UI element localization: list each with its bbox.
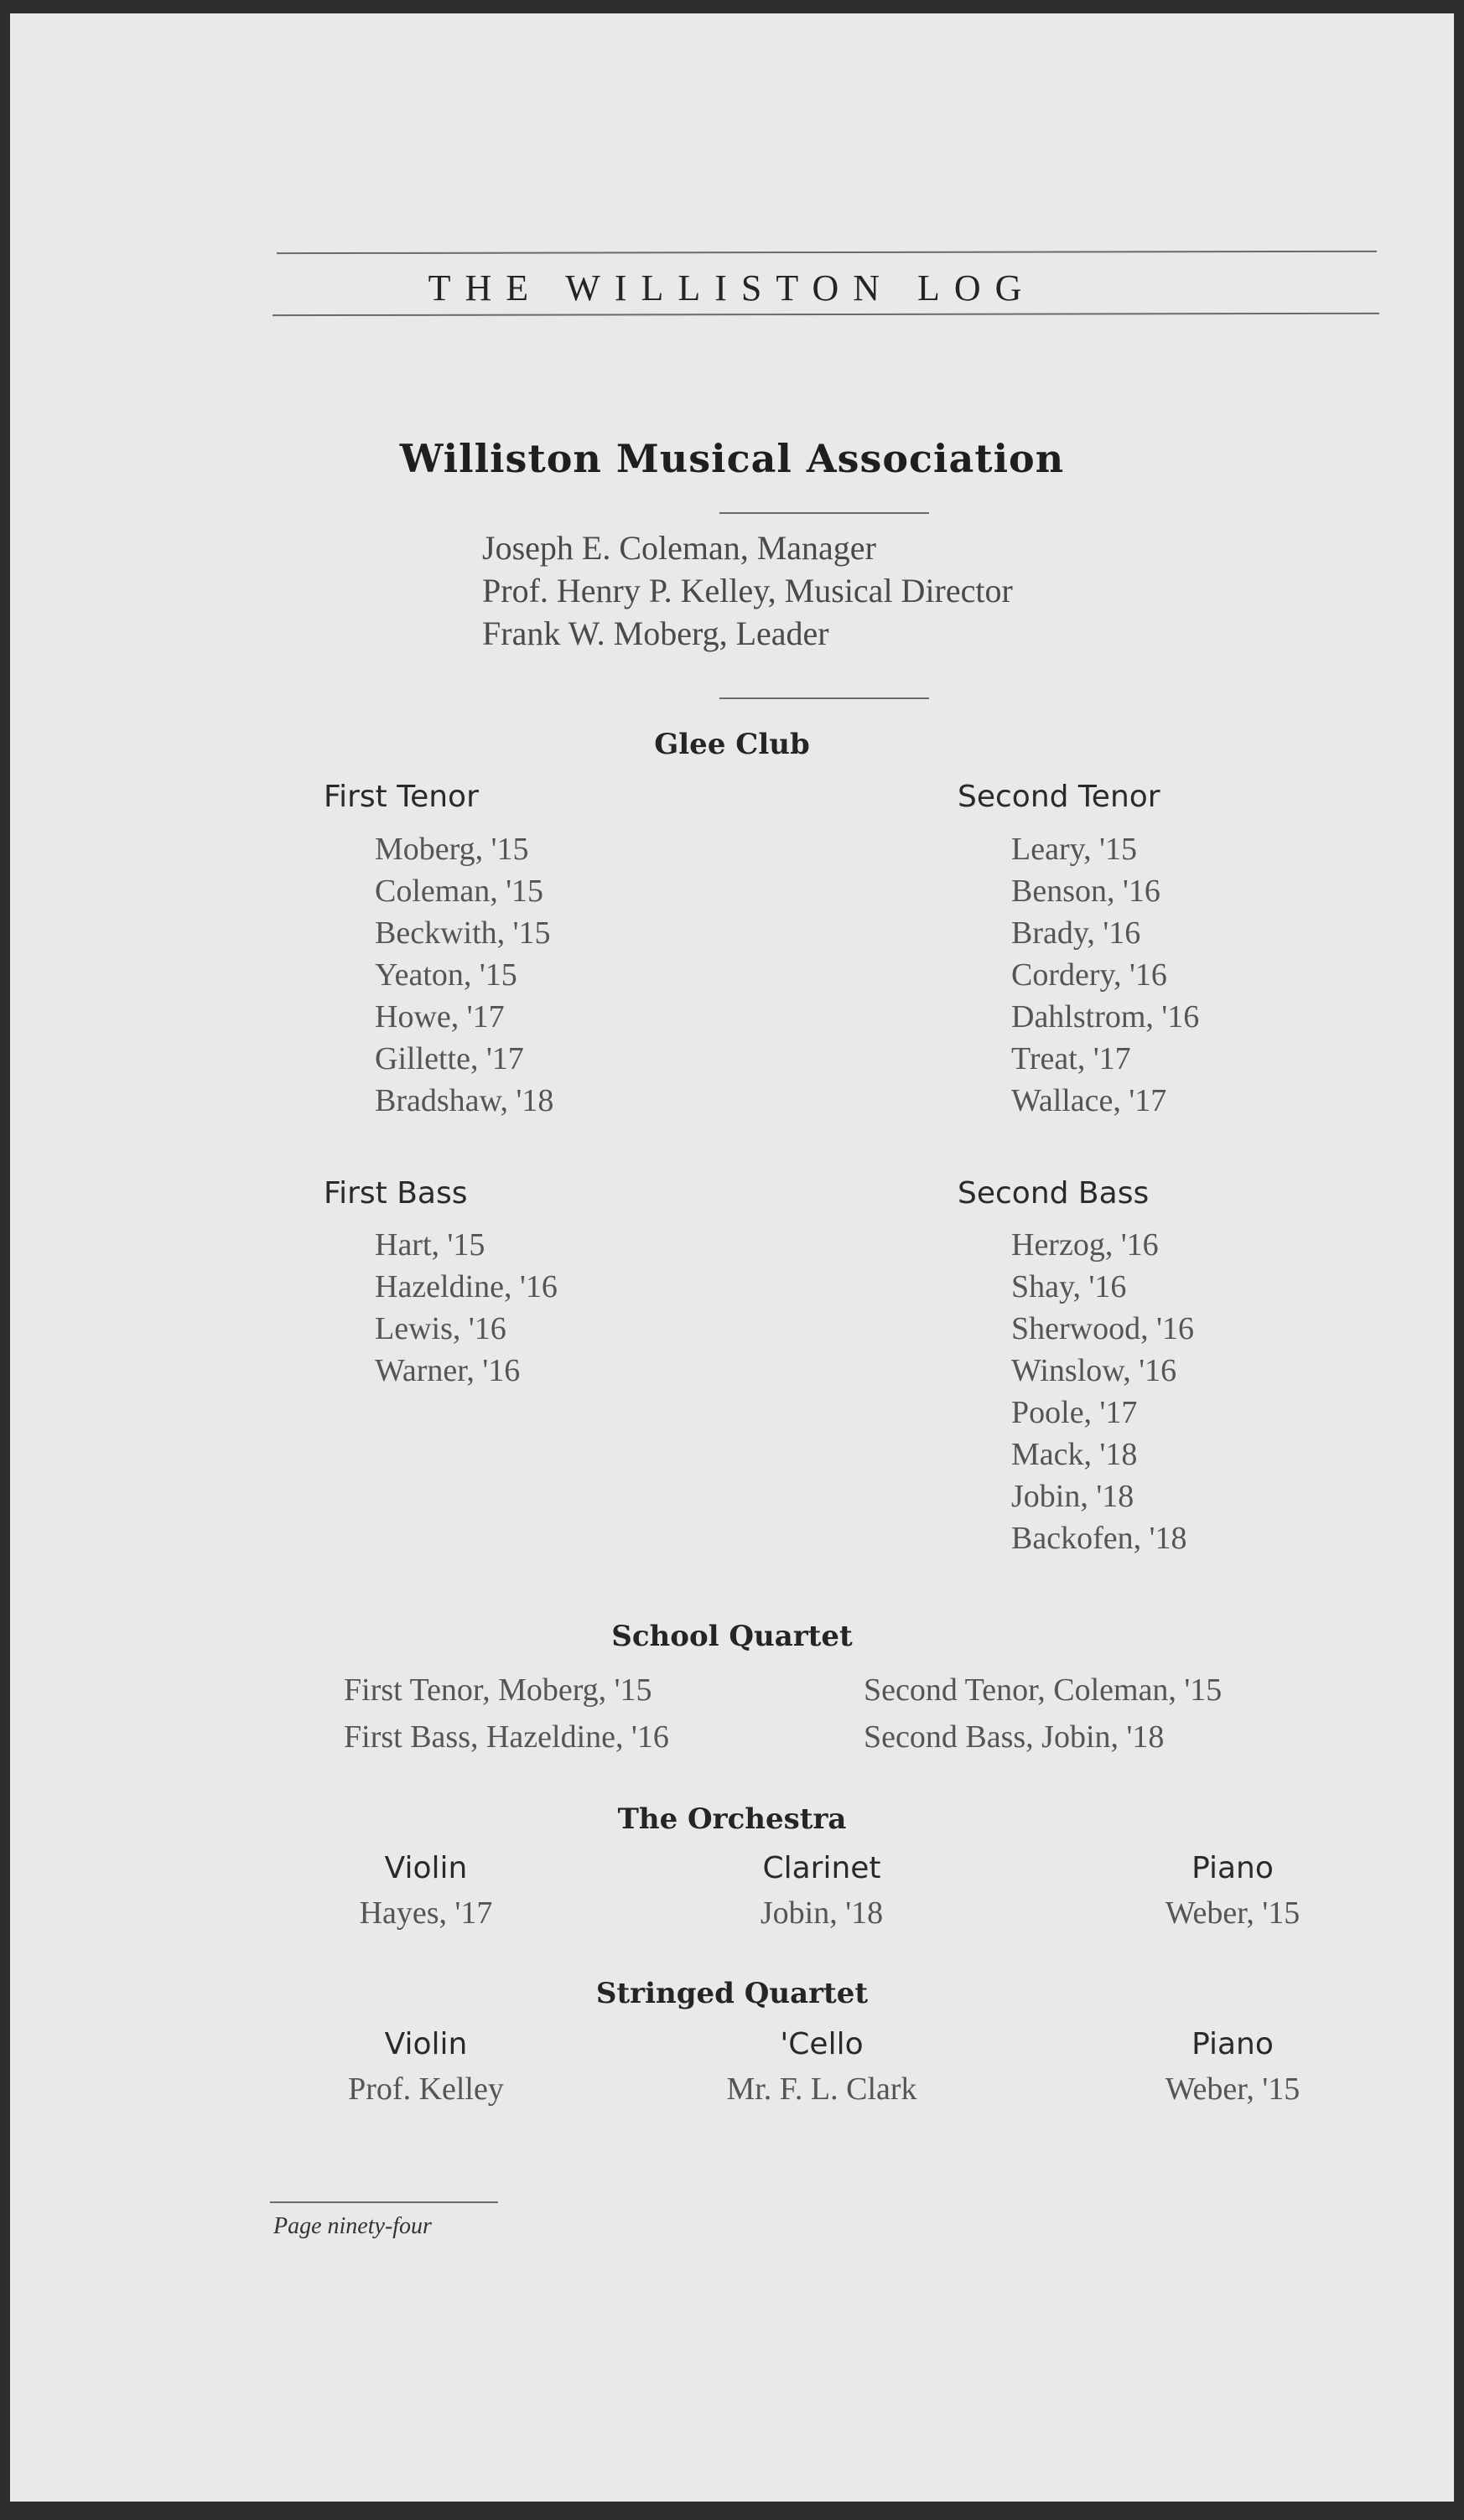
first-tenor-label: First Tenor xyxy=(324,780,479,814)
footer-rule xyxy=(270,2201,498,2203)
orchestra-clarinet-name: Jobin, '18 xyxy=(760,1895,884,1931)
second-tenor-list xyxy=(1011,828,1199,1122)
officer-director: Prof. Henry P. Kelley, Musical Director xyxy=(482,572,1013,609)
list-item: Sherwood, '16 xyxy=(1011,1311,1194,1346)
second-tenor-label: Second Tenor xyxy=(958,780,1160,814)
list-item: Poole, '17 xyxy=(1011,1395,1138,1430)
stringed-piano-name: Weber, '15 xyxy=(1165,2071,1300,2107)
list-item: Herzog, '16 xyxy=(1011,1227,1159,1263)
list-item: Dahlstrom, '16 xyxy=(1011,999,1200,1034)
list-item: Brady, '16 xyxy=(1011,915,1141,951)
second-bass-list xyxy=(1011,1224,1194,1559)
school-quartet-title: School Quartet xyxy=(611,1620,853,1653)
list-item: Hazeldine, '16 xyxy=(375,1269,558,1304)
stringed-quartet-title: Stringed Quartet xyxy=(595,1977,869,2010)
quartet-first-bass: First Bass, Hazeldine, '16 xyxy=(344,1719,669,1755)
quartet-second-bass: Second Bass, Jobin, '18 xyxy=(864,1719,1165,1755)
list-item: Benson, '16 xyxy=(1011,874,1160,909)
orchestra-piano-name: Weber, '15 xyxy=(1165,1895,1300,1931)
list-item: Hart, '15 xyxy=(375,1227,485,1263)
first-tenor-list xyxy=(375,828,553,1122)
list-item: Wallace, '17 xyxy=(1011,1083,1167,1118)
list-item: Yeaton, '15 xyxy=(375,957,517,993)
orchestra-title: The Orchestra xyxy=(617,1802,847,1836)
officers-list xyxy=(482,526,1013,655)
list-item: Gillette, '17 xyxy=(375,1041,524,1076)
list-item: Howe, '17 xyxy=(375,999,505,1034)
stringed-cello-name: Mr. F. L. Clark xyxy=(726,2071,917,2107)
orchestra-clarinet-label: Clarinet xyxy=(762,1851,881,1885)
page xyxy=(10,13,1454,2502)
stringed-violin-name: Prof. Kelley xyxy=(348,2071,504,2107)
list-item: Treat, '17 xyxy=(1011,1041,1131,1076)
officer-leader: Frank W. Moberg, Leader xyxy=(482,614,829,652)
stringed-piano-label: Piano xyxy=(1191,2027,1274,2061)
stringed-violin-label: Violin xyxy=(384,2027,468,2061)
orchestra-violin-label: Violin xyxy=(384,1851,468,1885)
list-item: Moberg, '15 xyxy=(375,832,529,867)
list-item: Lewis, '16 xyxy=(375,1311,506,1346)
page-title: Williston Musical Association xyxy=(399,436,1065,481)
page-number: Page ninety-four xyxy=(273,2213,432,2239)
quartet-second-tenor: Second Tenor, Coleman, '15 xyxy=(864,1672,1223,1708)
list-item: Cordery, '16 xyxy=(1011,957,1167,993)
orchestra-violin-name: Hayes, '17 xyxy=(359,1895,493,1931)
list-item: Shay, '16 xyxy=(1011,1269,1127,1304)
first-bass-label: First Bass xyxy=(324,1176,468,1211)
list-item: Coleman, '15 xyxy=(375,874,544,909)
list-item: Winslow, '16 xyxy=(1011,1353,1177,1388)
running-header: THE WILLISTON LOG xyxy=(428,267,1036,309)
glee-club-title: Glee Club xyxy=(654,728,810,761)
title-underline xyxy=(719,512,929,514)
list-item: Backofen, '18 xyxy=(1011,1521,1187,1556)
orchestra-piano-label: Piano xyxy=(1191,1851,1274,1885)
officers-underline xyxy=(719,697,929,699)
stringed-cello-label: 'Cello xyxy=(780,2027,864,2061)
second-bass-label: Second Bass xyxy=(958,1176,1150,1211)
list-item: Warner, '16 xyxy=(375,1353,521,1388)
list-item: Beckwith, '15 xyxy=(375,915,551,951)
list-item: Mack, '18 xyxy=(1011,1437,1138,1472)
officer-manager: Joseph E. Coleman, Manager xyxy=(482,529,876,567)
first-bass-list xyxy=(375,1224,558,1392)
list-item: Bradshaw, '18 xyxy=(375,1083,554,1118)
list-item: Leary, '15 xyxy=(1011,832,1137,867)
list-item: Jobin, '18 xyxy=(1011,1479,1134,1514)
quartet-first-tenor: First Tenor, Moberg, '15 xyxy=(344,1672,652,1708)
